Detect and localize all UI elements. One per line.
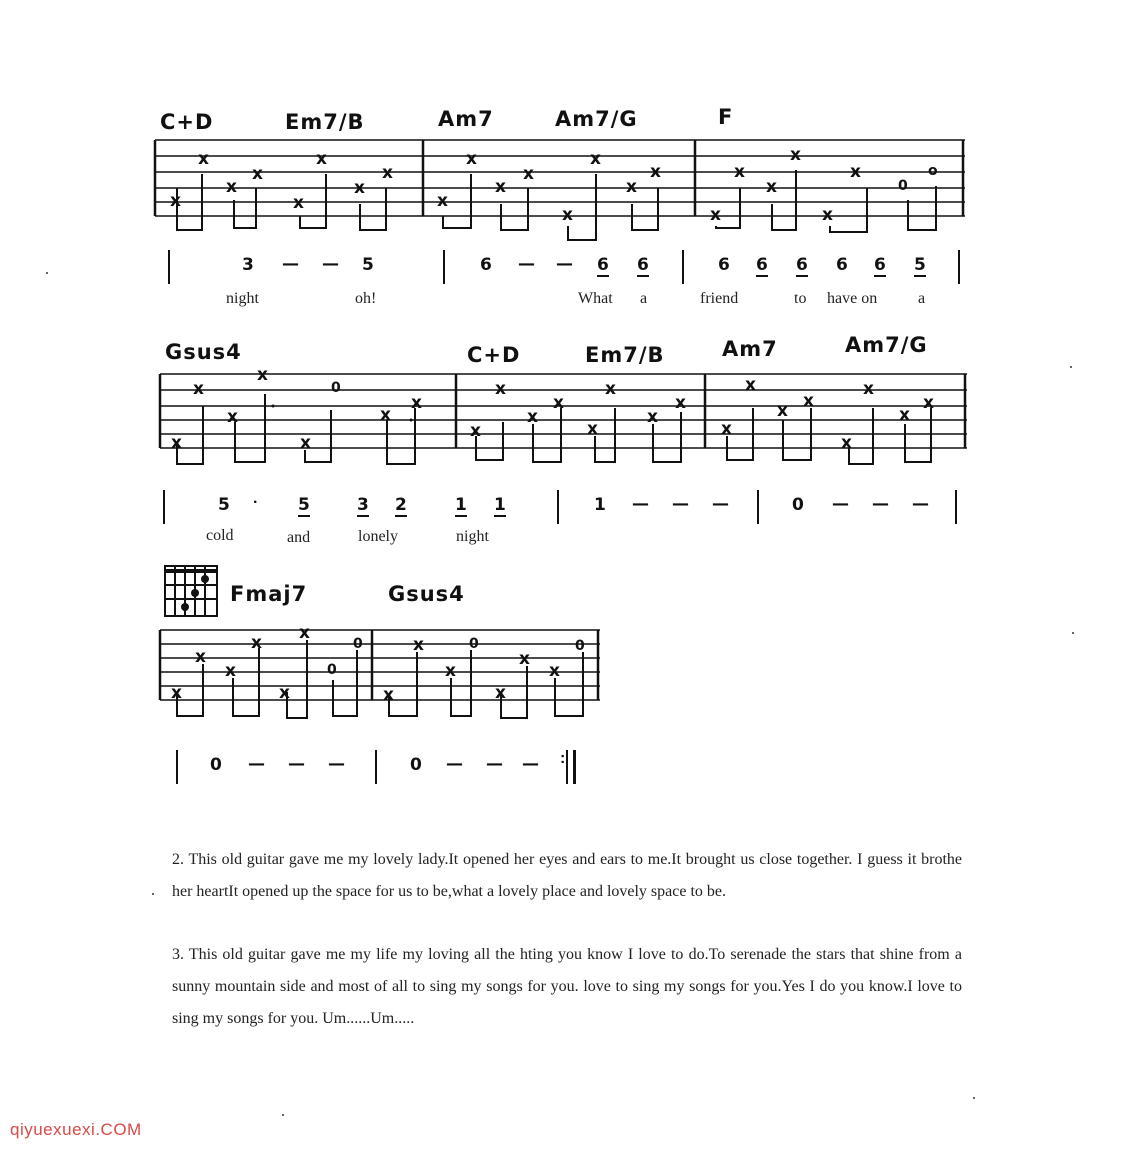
chord-symbol: Fmaj7 [230, 582, 308, 606]
jianpu-note: 1 [494, 495, 506, 515]
svg-text:x: x [710, 205, 721, 225]
chord-symbol: Em7/B [585, 343, 665, 367]
svg-text:x: x [626, 177, 637, 197]
chord-symbol: C+D [160, 110, 214, 134]
jianpu-note: 3 [242, 255, 254, 275]
jianpu-note: 6 [597, 255, 609, 275]
jianpu-line: 3 — — 5 6 — — 6 6 6 6 6 6 6 5 [0, 250, 1132, 286]
svg-text:x: x [841, 433, 852, 453]
svg-text:0: 0 [898, 178, 908, 194]
chord-symbol: Gsus4 [165, 340, 242, 364]
svg-text:x: x [899, 405, 910, 425]
lyric-word: oh! [355, 290, 377, 307]
svg-text:x: x [251, 633, 262, 653]
svg-text:x: x [523, 164, 534, 184]
svg-text:x: x [605, 379, 616, 399]
lyric-word: and [287, 529, 311, 546]
svg-text:x: x [411, 393, 422, 413]
svg-text:x: x [721, 419, 732, 439]
site-watermark: qiyuexuexi.COM [10, 1120, 142, 1139]
svg-text:x: x [495, 177, 506, 197]
lyric-word: a [918, 290, 926, 307]
lyric-word: night [456, 528, 489, 545]
svg-text:x: x [413, 635, 424, 655]
jianpu-note: 5 [914, 255, 926, 275]
svg-text:x: x [850, 162, 861, 182]
lyric-word: lonely [358, 528, 398, 545]
jianpu-note: 1 [455, 495, 467, 515]
jianpu-note: 6 [637, 255, 649, 275]
lyric-word: What [578, 290, 613, 307]
jianpu-note: 2 [395, 495, 407, 515]
svg-text:x: x [252, 164, 263, 184]
jianpu-line: 0 — — — 0 — — — : [0, 750, 1132, 786]
svg-text:x: x [171, 683, 182, 703]
svg-text:x: x [299, 623, 310, 643]
svg-text:x: x [380, 405, 391, 425]
jianpu-note: 6 [796, 255, 808, 275]
svg-text:x: x [257, 365, 268, 385]
jianpu-note: 6 [756, 255, 768, 275]
chord-symbol: Am7/G [555, 107, 638, 131]
chord-symbol: C+D [467, 343, 521, 367]
svg-text:x: x [734, 162, 745, 182]
jianpu-note: 5 [218, 495, 230, 515]
guitar-tab-staff [155, 364, 975, 474]
jianpu-line: 5 · 5 3 2 1 1 1 — — — 0 — — — [0, 490, 1132, 526]
svg-text:x: x [766, 177, 777, 197]
svg-text:x: x [437, 191, 448, 211]
guitar-tab-staff [150, 130, 970, 240]
jianpu-note: 0 [410, 755, 422, 775]
jianpu-note: 5 [298, 495, 310, 515]
svg-text:x: x [470, 421, 481, 441]
svg-text:x: x [549, 661, 560, 681]
svg-text:x: x [171, 433, 182, 453]
svg-text:x: x [495, 683, 506, 703]
svg-text:0: 0 [327, 662, 337, 678]
svg-text:x: x [198, 149, 209, 169]
jianpu-note: 6 [480, 255, 492, 275]
svg-text:x: x [293, 193, 304, 213]
svg-text:x: x [195, 647, 206, 667]
jianpu-note: 6 [836, 255, 848, 275]
jianpu-note: 1 [594, 495, 606, 515]
lyric-word: cold [206, 527, 234, 544]
svg-text:x: x [562, 205, 573, 225]
svg-text:x: x [225, 661, 236, 681]
lyric-word: to [794, 290, 807, 307]
svg-text:x: x [170, 191, 181, 211]
jianpu-note: 3 [357, 495, 369, 515]
lyric-word: friend [700, 290, 739, 307]
lyric-word: night [226, 290, 259, 307]
svg-text:0: 0 [469, 636, 479, 652]
jianpu-note: 6 [718, 255, 730, 275]
svg-text:x: x [354, 178, 365, 198]
svg-text:x: x [300, 433, 311, 453]
svg-text:x: x [587, 419, 598, 439]
svg-text:x: x [647, 407, 658, 427]
svg-text:x: x [226, 177, 237, 197]
jianpu-note: 6 [874, 255, 886, 275]
chord-symbol: F [718, 105, 734, 129]
svg-text:x: x [803, 391, 814, 411]
svg-text:x: x [863, 379, 874, 399]
svg-text:x: x [675, 393, 686, 413]
svg-text:o: o [928, 163, 938, 179]
svg-text:x: x [553, 393, 564, 413]
svg-text:x: x [777, 401, 788, 421]
verse-3: 3. This old guitar gave me my life my loving all the hting you know I love to do.To serenade the stars that shine from a sunny mountain side and most of all to sing my songs for you. love to sing my songs for you.Yes I do you know.I love to sing my songs for you. Um......Um..... [172, 946, 962, 1027]
svg-text:0: 0 [575, 638, 585, 654]
chord-diagram-fmaj7 [162, 563, 222, 619]
svg-text:x: x [466, 149, 477, 169]
svg-text:x: x [193, 379, 204, 399]
chord-symbol: Am7 [722, 337, 778, 361]
verse-2: 2. This old guitar gave me my lovely lady.It opened her eyes and ears to me.It brought us close together. I guess it brothe her heartIt opened up the space for us to be,what a lovely place and lovely space to be. [172, 851, 962, 900]
svg-text:x: x [923, 393, 934, 413]
svg-text:x: x [382, 163, 393, 183]
lyric-word: a [640, 290, 648, 307]
chord-symbol: Am7 [438, 107, 494, 131]
svg-text:x: x [383, 685, 394, 705]
svg-text:x: x [445, 661, 456, 681]
jianpu-note: 5 [362, 255, 374, 275]
svg-text:x: x [822, 205, 833, 225]
svg-text:0: 0 [353, 636, 363, 652]
jianpu-note: 0 [792, 495, 804, 515]
svg-text:x: x [527, 407, 538, 427]
svg-text:x: x [790, 145, 801, 165]
svg-text:x: x [316, 149, 327, 169]
chord-symbol: Gsus4 [388, 582, 465, 606]
svg-text:x: x [279, 683, 290, 703]
svg-text:x: x [745, 375, 756, 395]
svg-text:x: x [495, 379, 506, 399]
svg-text:x: x [519, 649, 530, 669]
lyric-word: have on [827, 290, 878, 307]
chord-symbol: Am7/G [845, 333, 928, 357]
chord-symbol: Em7/B [285, 110, 365, 134]
svg-text:x: x [227, 407, 238, 427]
svg-text:0: 0 [331, 380, 341, 396]
svg-text:x: x [590, 149, 601, 169]
svg-text:x: x [650, 162, 661, 182]
jianpu-note: 0 [210, 755, 222, 775]
guitar-tab-staff [155, 620, 605, 720]
